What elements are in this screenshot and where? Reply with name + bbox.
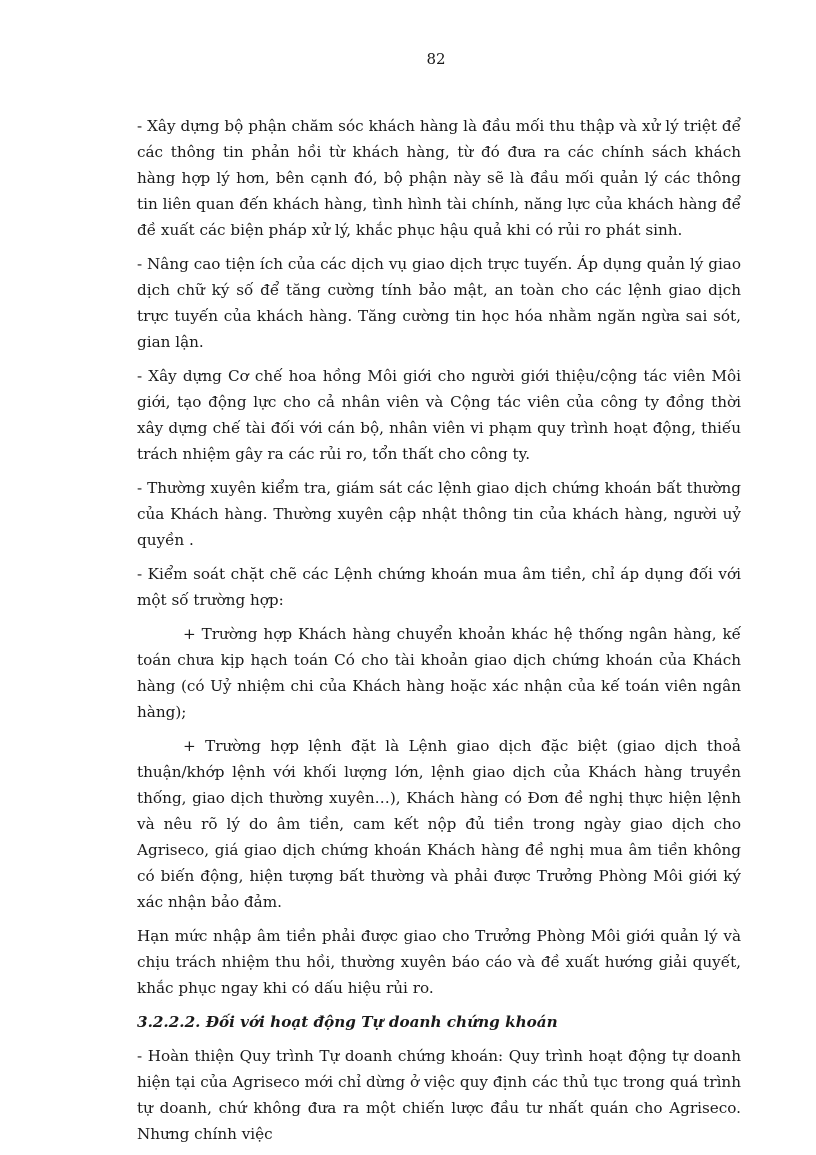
document-body: [137, 113, 741, 1155]
paragraph-negative-cash-control: - Kiểm soát chặt chẽ các Lệnh chứng khoán mua âm tiền, chỉ áp dụng đối với một số trường hợp:: [137, 565, 741, 609]
paragraph-customer-care: - Xây dựng bộ phận chăm sóc khách hàng là đầu mối thu thập và xử lý triệt để các thông tin phản hồi từ khách hàng, từ đó đưa ra các chính sách khách hàng hợp lý hơn, bên cạnh đó, bộ phận này sẽ là đầu mối quản lý các thông tin liên quan đến khách hàng, tình hình tài chính, năng lực của khách hàng để đề xuất các biện pháp xử lý, khắc phục hậu quả khi có rủi ro phát sinh.: [137, 117, 741, 239]
paragraph-monitoring: - Thường xuyên kiểm tra, giám sát các lệnh giao dịch chứng khoán bất thường của Khách hàng. Thường xuyên cập nhật thông tin của khách hàng, người uỷ quyền .: [137, 479, 741, 549]
paragraph-case-transfer: + Trường hợp Khách hàng chuyển khoản khác hệ thống ngân hàng, kế toán chưa kịp hạch toán Có cho tài khoản giao dịch chứng khoán của Khách hàng (có Uỷ nhiệm chi của Khách hàng hoặc xác nhận của kế toán viên ngân hàng);: [137, 625, 741, 721]
paragraph-limit: Hạn mức nhập âm tiền phải được giao cho Trưởng Phòng Môi giới quản lý và chịu trách nhiệm thu hồi, thường xuyên báo cáo và đề xuất hướng giải quyết, khắc phục ngay khi có dấu hiệu rủi ro.: [137, 927, 741, 997]
paragraph-case-special-order: + Trường hợp lệnh đặt là Lệnh giao dịch đặc biệt (giao dịch thoả thuận/khớp lệnh với khối lượng lớn, lệnh giao dịch của Khách hàng truyền thống, giao dịch thường xuyên…), Khách hàng có Đơn đề nghị thực hiện lệnh và nêu rõ lý do âm tiền, cam kết nộp đủ tiền trong ngày giao dịch cho Agriseco, giá giao dịch chứng khoán Khách hàng đề nghị mua âm tiền không có biến động, hiện tượng bất thường và phải được Trưởng Phòng Môi giới ký xác nhận bảo đảm.: [137, 737, 741, 911]
paragraph-online-trading: - Nâng cao tiện ích của các dịch vụ giao dịch trực tuyến. Áp dụng quản lý giao dịch chữ ký số để tăng cường tính bảo mật, an toàn cho các lệnh giao dịch trực tuyến của khách hàng. Tăng cường tin học hóa nhằm ngăn ngừa sai sót, gian lận.: [137, 255, 741, 351]
page-number: 82: [426, 50, 446, 68]
paragraph-commission: - Xây dựng Cơ chế hoa hồng Môi giới cho người giới thiệu/cộng tác viên Môi giới, tạo động lực cho cả nhân viên và Cộng tác viên của công ty đồng thời xây dựng chế tài đối với cán bộ, nhân viên vi phạm quy trình hoạt động, thiếu trách nhiệm gây ra các rủi ro, tổn thất cho công ty.: [137, 367, 741, 463]
section-heading: 3.2.2.2. Đối với hoạt động Tự doanh chứng khoán: [137, 1013, 558, 1031]
paragraph-proprietary-trading: - Hoàn thiện Quy trình Tự doanh chứng khoán: Quy trình hoạt động tự doanh hiện tại của Agriseco mới chỉ dừng ở việc quy định các thủ tục trong quá trình tự doanh, chứ không đưa ra một chiến lược đầu tư nhất quán cho Agriseco. Nhưng chính việc: [137, 1047, 741, 1143]
